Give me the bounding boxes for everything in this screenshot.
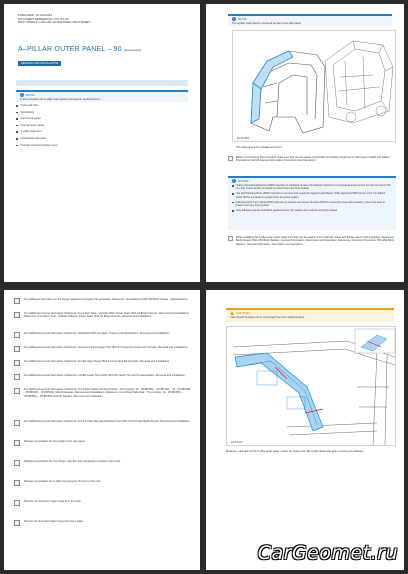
step-1	[228, 156, 396, 163]
breadcrumb	[18, 14, 90, 25]
note-text: In this procedure the A-pillar outer panel is renewed in sectioned form:	[20, 98, 101, 101]
note-box	[16, 90, 188, 102]
title-text: A–PILLAR OUTER PANEL – 90	[18, 46, 122, 53]
side-panel-figure	[232, 30, 396, 142]
side-panel-illustration	[233, 31, 397, 143]
procedure-step: Release and position the front edge of the rear panel.	[14, 440, 192, 446]
title-suffix: (Sectioned)	[123, 48, 142, 52]
procedure-step: For additional removal information. Reference: A-Pillar Lower Trim Panel (501-05 Interior Trim and Ornamentation, Removal and Installation).	[14, 374, 192, 380]
watermark: CarGeomet.ru	[257, 542, 398, 564]
note-label: NOTE:	[238, 17, 248, 21]
caution-box	[226, 308, 394, 322]
caution-text: Care should be taken not to cut through the inner reinforcements.	[230, 316, 305, 319]
page-2	[206, 4, 404, 282]
procedure-step: For additional removal information. Reference: Front Door Seals and Vent Panels - Trim-number: 10 - (PLBP450), - (PLBP452), - 10 - (PLBP458), - (PLBP460), - (PLBP462) (100-00 Sweden, Removal and Installation). Reference: Cowl Panel Side Seal - Trim-number: 10 - (PLBP450), - (PLBP452), - (PLBP460) (100-00 Sweden, Removal and Installation).	[14, 388, 192, 398]
list-item: Cowl-panel side seal	[16, 137, 188, 140]
section-header	[16, 80, 188, 86]
procedure-step: For additional removal information. Reference: Front Door Seal - Vehicles With: Power Seats (501-03 Body Closures, Removal and Installation). Reference: Front Door Seal - Vehicles Without: Power Seats (501-03 Body Closures, Removal and Installation).	[14, 312, 192, 319]
note-item: Unless Structural Adhesive (SMP) retention is indicated remove the fastener which is in a mid-panel area remove the trim tool and a 50 mm drill. Cover all the cut areas to protect from any lines spatter.	[232, 184, 392, 191]
note-box	[228, 14, 392, 26]
note-label: NOTE:	[26, 93, 36, 97]
list-item: Frontal mounting bracket cover	[16, 144, 188, 147]
figure-caption: Measure, mark and cut the A-pillar outer panel, unless the lower Inner Bar (LHD) tables that give cut at line as indicated.	[226, 450, 364, 453]
breadcrumb-line: DOCUMENT REFERENCE: XXX-XX-XX	[18, 16, 69, 21]
list-item: Instrument panel	[16, 117, 188, 120]
note-item: Use Self Piercing Rivet (SPR) retention to remove and renew the Jaguar Land Rover (JLR) approved SPR tool or a 6.5 mm drill bit. Cover all the cut areas to protect from any lines spatter.	[232, 192, 392, 199]
page-1	[4, 4, 200, 282]
figure-id: E123456	[237, 136, 250, 140]
procedure-step: For additional information on the fixings required to complete this procedure. Reference: Specifications (501-25A Body Panels - Specifications).	[14, 298, 192, 304]
list-item: Windshield	[16, 111, 188, 114]
list-item: A-pillar lower trim	[16, 130, 188, 133]
notes-label: NOTES:	[238, 179, 250, 183]
info-icon: i	[233, 17, 235, 21]
note-text: The A-pillar outer panel is removed as part of the side panel.	[232, 22, 302, 25]
notes-box	[228, 176, 396, 230]
page-3	[4, 290, 200, 570]
breadcrumb-line: BODY PANELS: A-PILLAR OUTER PANEL (SECTIONED)	[18, 20, 91, 25]
step-number	[228, 236, 233, 241]
list-item: Frontal upper panel	[16, 124, 188, 127]
step-2	[228, 236, 396, 246]
note-item: Adhesive Flow Form Rivet (FFR) retention to remove and renew the flow drill then renew the rivet with a pattern. Cover the area to protect from any lines spatter.	[232, 201, 392, 208]
prerequisite-list	[16, 104, 188, 150]
figure-caption: The side panel to be installed as shown.	[236, 146, 283, 149]
figure-id: E123457	[231, 440, 244, 444]
procedure-step: For additional removal information. Reference: Front Fender Mounting Bracket Cover (501-27 Front-End Body Panels, Removal and Installation).	[14, 420, 192, 426]
info-icon: i	[233, 179, 235, 183]
breadcrumb-line: PUBLISHED: 18-JAN-2023	[18, 13, 52, 17]
procedure-tag: REMOVAL AND INSTALLATION	[18, 61, 61, 66]
procedure-step: Remove the front door upper hinge from the body.	[14, 500, 192, 506]
a-pillar-cut-illustration	[227, 327, 397, 447]
page-4	[206, 290, 404, 570]
step-text: Before commencing this procedure make sure that you are aware of all health and safety requirements. Reference: Health and Safety Precautions (100-00 General Information, Description and Operation).	[236, 156, 390, 163]
procedure-step: For additional removal information. Reference: Windshield (501-11 Glass, Frames and Mechanisms, Removal and Installation).	[14, 332, 192, 338]
cut-line-figure	[226, 326, 396, 446]
procedure-step: Release and position the front hinge, retention and maintenance location of the side.	[14, 460, 192, 466]
step-number	[228, 156, 233, 161]
step-text: When installing the A-pillar outer panel make sure that you are aware of the methods, areas and fixings used in this procedure. Reference: Body Repairs (501-25A Body Repairs - General Information, Description and Operation). Reference: Corrosion Prevention (501-25A Body Repairs - General Information, Description and Operation).	[236, 236, 395, 246]
caution-label: CAUTION:	[236, 311, 251, 315]
note-item: Only adhesive panels should be applied as per the vehicle and must be correctly located.	[232, 209, 392, 212]
list-item: Front roof rails	[16, 104, 188, 107]
procedure-step: For additional removal information. Reference: Frontal Upper Panel (501-12 Front-End Body Panels, Removal and Installation).	[14, 360, 192, 366]
procedure-step: For additional removal information. Reference: Instrument Panel Upper Trim (501-12 Instrument Panel and Console, Removal and Installation).	[14, 346, 192, 352]
procedure-step: Remove the front door lower hinge from the A-pillar.	[14, 520, 192, 526]
info-icon: i	[21, 93, 23, 97]
page-title	[18, 46, 142, 53]
warning-icon	[230, 311, 234, 315]
procedure-step: Release and position the A-pillar mountings by the front of the roof.	[14, 480, 192, 486]
